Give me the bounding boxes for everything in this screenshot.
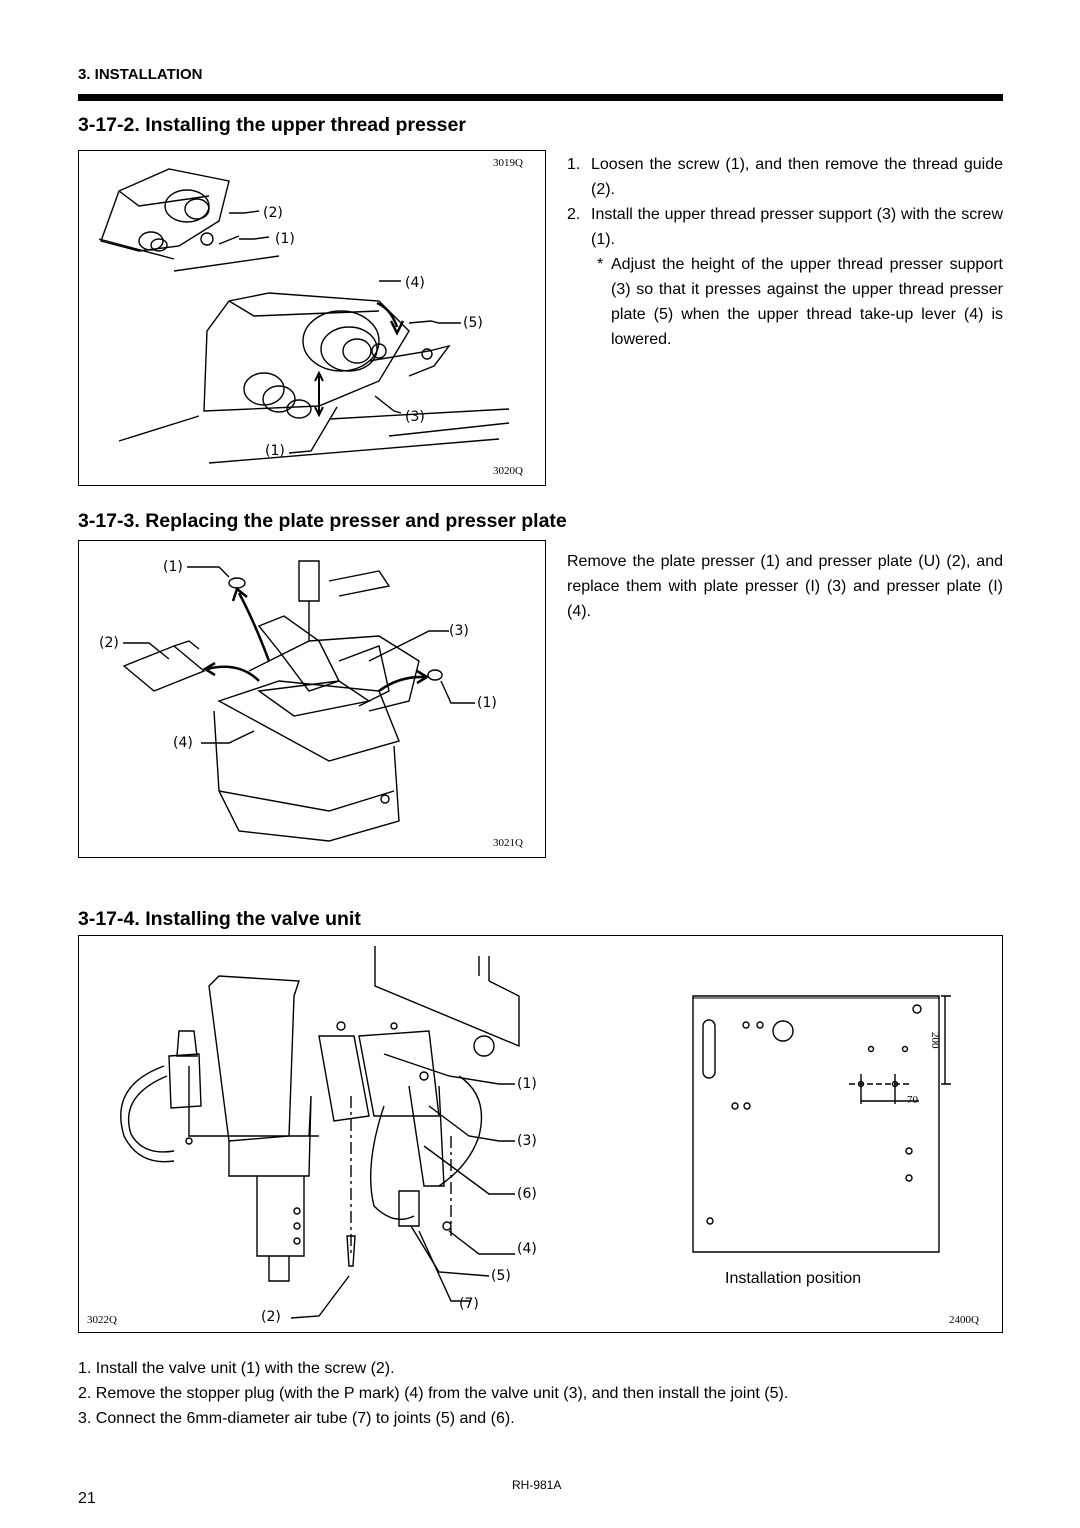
section-title-valve-unit: 3-17-4. Installing the valve unit (78, 908, 361, 930)
plate-presser-instructions: Remove the plate presser (1) and presser plate (U) (2), and replace them with plate presser (I) (3) and presser plate (I) (4). (567, 553, 1003, 620)
callout-4: (4) (405, 275, 425, 291)
callout-2: (2) (99, 635, 119, 651)
callout-7: (7) (459, 1296, 479, 1312)
valve-unit-illustration (79, 936, 1002, 1332)
step-item: 2. Install the upper thread presser support (3) with the screw (1). (567, 206, 1003, 248)
model-number: RH-981A (512, 1478, 562, 1492)
section-label: 3. INSTALLATION (78, 66, 203, 83)
callout-2: (2) (261, 1309, 281, 1325)
callout-1: (1) (517, 1076, 537, 1092)
callout-1: (1) (163, 559, 183, 575)
callout-1: (1) (275, 231, 295, 247)
section-title-plate-presser: 3-17-3. Replacing the plate presser and presser plate (78, 510, 567, 532)
dimension-label: 200 (929, 1032, 941, 1049)
valve-step-2: 2. Remove the stopper plug (with the P mark) (4) from the valve unit (3), and then install the joint (5). (78, 1385, 789, 1402)
figure-code: 2400Q (949, 1314, 979, 1326)
valve-step-1: 1. Install the valve unit (1) with the screw (2). (78, 1360, 395, 1377)
figure-code: 3021Q (493, 837, 523, 849)
section-title-upper-thread-presser: 3-17-2. Installing the upper thread presser (78, 114, 466, 136)
note-item: * Adjust the height of the upper thread presser support (3) so that it presses against the upper thread presser plate (5) when the upper thread take-up lever (4) is lowered. (597, 256, 1003, 348)
callout-2: (2) (263, 205, 283, 221)
installation-caption: Installation position (725, 1270, 862, 1287)
figure-code: 3019Q (493, 157, 523, 169)
step-item: 1. Loosen the screw (1), and then remove the thread guide (2). (567, 156, 1003, 198)
header-rule (78, 94, 1003, 101)
callout-4: (4) (517, 1241, 537, 1257)
figure-code: 3022Q (87, 1314, 117, 1326)
callout-3: (3) (517, 1133, 537, 1149)
page-number: 21 (78, 1490, 96, 1507)
figure-plate-presser (78, 540, 546, 858)
figure-upper-thread-presser (78, 150, 546, 486)
callout-1: (1) (477, 695, 497, 711)
callout-3: (3) (405, 409, 425, 425)
figure-valve-unit (78, 935, 1003, 1333)
callout-3: (3) (449, 623, 469, 639)
callout-5: (5) (463, 315, 483, 331)
callout-1: (1) (265, 443, 285, 459)
figure-code: 3020Q (493, 465, 523, 477)
plate-presser-illustration (79, 541, 545, 857)
callout-6: (6) (517, 1186, 537, 1202)
dimension-label: 70 (907, 1094, 918, 1106)
upper-thread-presser-instructions (567, 152, 1003, 352)
valve-step-3: 3. Connect the 6mm-diameter air tube (7) to joints (5) and (6). (78, 1410, 515, 1427)
callout-5: (5) (491, 1268, 511, 1284)
callout-4: (4) (173, 735, 193, 751)
